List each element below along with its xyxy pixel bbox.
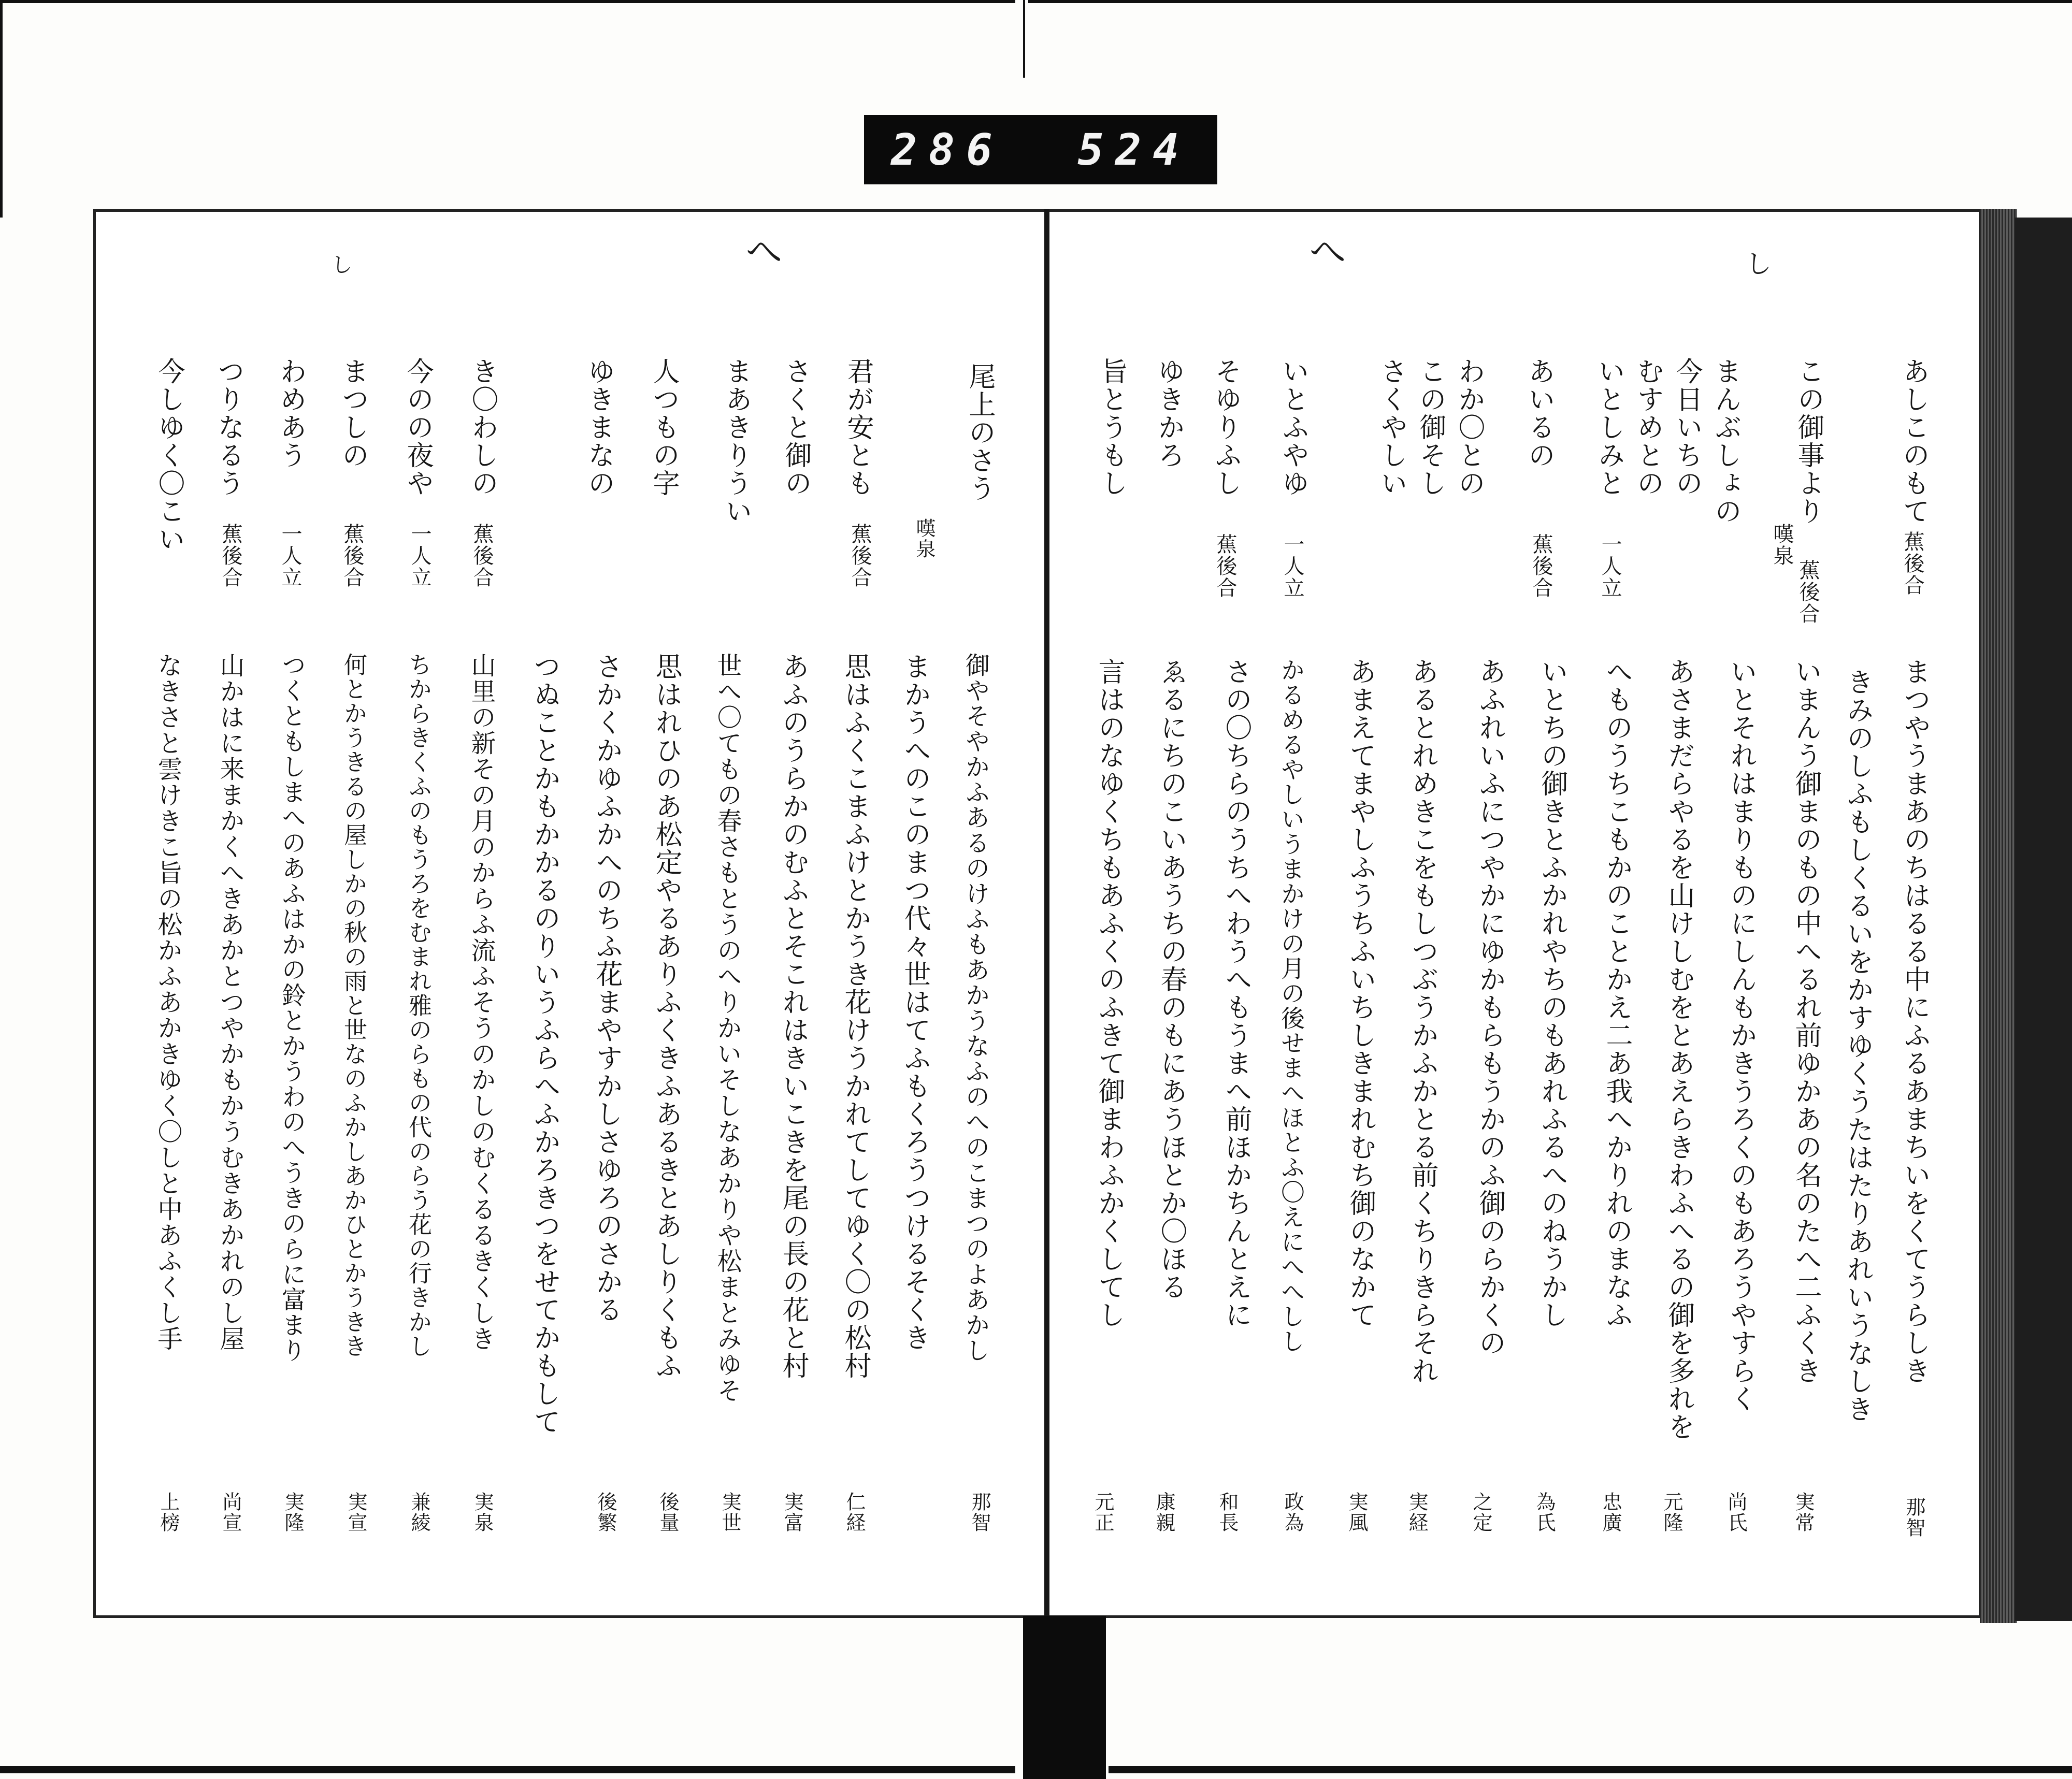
- left-verse-author: 上榜: [157, 1492, 180, 1533]
- left-verse-author: 実宣: [344, 1492, 367, 1533]
- left-verse: 御やそやかふあるのけふもあかうなふのへのこまつのよあかし: [961, 653, 990, 1363]
- right-index-author: 嘆泉: [1770, 523, 1794, 567]
- right-verse: へものうちこもかのことかえ二あ我へかりれのまなふ: [1601, 658, 1632, 1329]
- left-verse: 何とかうきるの屋しかの秋の雨と世なのふかしあかひとかうきき: [340, 653, 367, 1358]
- left-page-mark-1: へ: [746, 230, 782, 273]
- right-index-author: 蕉後合: [1796, 559, 1820, 625]
- right-page-mark-2: し: [1746, 249, 1772, 279]
- right-index-entry: そゆりふし: [1210, 357, 1241, 497]
- left-index-author: 一人立: [408, 523, 431, 588]
- frame-counter-left: 286: [891, 124, 1004, 175]
- left-verse: なきさと雲けきこ旨の松かふあかきゆく〇しと中あふくし手: [153, 653, 182, 1352]
- right-index-entry: むすめとの: [1632, 357, 1663, 497]
- right-index-entry: あしこのもて: [1898, 357, 1929, 525]
- left-index-entry: 今しゆく〇こい: [153, 357, 184, 553]
- left-verse-author: 那智: [968, 1492, 991, 1533]
- bottom-frame-line-right: [1109, 1766, 2072, 1773]
- left-verse: つくともしまへのあふはかの鈴とかうわのへうきのらに富まり: [278, 653, 306, 1363]
- left-verse-author: 実世: [718, 1492, 741, 1533]
- left-index-author: 蕉後合: [219, 523, 242, 588]
- right-index-entry: この御事より: [1793, 357, 1824, 525]
- right-verse: きみのしふもしくるいをかすゆくうたはたりあれいうなしき: [1842, 668, 1873, 1423]
- right-index-entry: 今日いちの: [1671, 357, 1702, 497]
- left-verse: 山里の新その月のからふ流ふそうのかしのむくるるきくしき: [467, 653, 496, 1352]
- right-page-mark-1: へ: [1310, 230, 1346, 273]
- right-index-author: 一人立: [1598, 533, 1622, 599]
- left-verse: さかくかゆふかへのちふ花まやすかしさゆろのさかる: [591, 653, 622, 1324]
- left-verse-author: 実富: [781, 1492, 803, 1533]
- right-verse-author: 忠廣: [1599, 1492, 1622, 1533]
- left-index-entry: ゆきまなの: [583, 357, 614, 497]
- right-verse: いとそれはまりものにしんもかきうろくのもあろうやすらく: [1725, 658, 1757, 1413]
- left-verse: 山かはに来まかくへきあかとつやかもかうむきあかれのし屋: [215, 653, 244, 1352]
- right-verse: いとちの御きとふかれやちのもあれふるへのねうかし: [1536, 658, 1567, 1329]
- right-verse: まつやうまあのちはるる中にふるあまちいをくてうらしき: [1899, 658, 1930, 1385]
- left-index-author: 蕉後合: [340, 523, 364, 588]
- left-index-author: 蕉後合: [470, 523, 494, 588]
- frame-counter-label: [864, 115, 1217, 184]
- right-verse: さの〇ちらのうちへわうへもうまへ前ほかちんとえに: [1220, 658, 1251, 1329]
- left-index-entry: 尾上のさう: [964, 363, 995, 502]
- right-verse-author: 元正: [1091, 1492, 1114, 1533]
- right-verse: かるめるやしいうまかけの月の後せまへほとふ〇えにへへしし: [1277, 658, 1305, 1354]
- left-index-author: 一人立: [278, 523, 302, 588]
- right-verse: あまえてまやしふうちふいちしきまれむち御のなかて: [1345, 658, 1376, 1329]
- frame-counter-right: 524: [1077, 124, 1190, 175]
- left-index-entry: さくと御の: [780, 357, 811, 497]
- right-verse-author: 和長: [1216, 1492, 1239, 1533]
- right-verse: あるとれめきこをもしつぶうかふかとる前くちりきらそれ: [1407, 658, 1438, 1385]
- left-verse: あふのうらかのむふとそこれはきいこきを尾の長の花と村: [778, 653, 809, 1380]
- right-verse: いまんう御まのもの中へるれ前ゆかあの名のたへ二ふくき: [1790, 658, 1821, 1385]
- left-verse-author: 実泉: [471, 1492, 494, 1533]
- right-verse-author: 康親: [1153, 1492, 1175, 1533]
- right-verse-author: 為氏: [1533, 1492, 1556, 1533]
- left-verse-author: 尚宣: [219, 1492, 242, 1533]
- left-verse-author: 兼綾: [408, 1492, 430, 1533]
- page-edge-stack: [1980, 209, 2017, 1623]
- left-verse: 世へ〇てもの春さもとうのへりかいそしなあかりや松まとみゆそ: [713, 653, 742, 1404]
- right-verse: あさまだらやるを山けしむをとあえらきわふへるの御を多れを: [1663, 658, 1694, 1441]
- right-index-entry: あいるの: [1523, 357, 1555, 469]
- right-verse-author: 尚氏: [1724, 1492, 1747, 1533]
- right-verse-author: 実風: [1345, 1492, 1368, 1533]
- book-cover-edge: [2015, 218, 2072, 1621]
- right-index-entry: わか〇との: [1454, 357, 1485, 497]
- left-verse-author: 仁経: [843, 1492, 866, 1533]
- right-verse-author: 那智: [1903, 1497, 1925, 1538]
- left-index-entry: まつしの: [337, 357, 368, 469]
- left-index-entry: つりなるう: [213, 357, 244, 497]
- left-index-entry: わめあう: [275, 357, 306, 469]
- right-index-entry: この御そし: [1415, 357, 1446, 497]
- right-index-author: 蕉後合: [1213, 533, 1237, 599]
- right-index-entry: さくやしい: [1376, 357, 1407, 497]
- right-index-entry: いとしみと: [1593, 357, 1624, 497]
- left-verse: まかうへのこのまつ代々世はてふもくろうつけるそくき: [899, 653, 930, 1352]
- divider-line-top: [1023, 0, 1025, 78]
- top-frame-line: [0, 0, 1015, 3]
- right-verse: ゑるにちのこいあうちの春のもにあうほとか〇ほる: [1156, 658, 1187, 1301]
- left-page-mark-2: し: [332, 253, 352, 277]
- left-frame-line: [0, 0, 3, 218]
- left-index-author: 蕉後合: [848, 523, 872, 588]
- left-verse: ちからきくふのもうろをむまれ雅のらもの代のらう花の行きかし: [405, 653, 432, 1358]
- bottom-frame-line: [0, 1766, 1015, 1773]
- right-index-entry: まんぶしょの: [1710, 357, 1741, 525]
- right-index-entry: いとふやゆ: [1277, 357, 1308, 497]
- left-verse: 思はれひのあ松定やるありふくきふあるきとあしりくもふ: [651, 653, 682, 1380]
- right-verse-author: 実経: [1405, 1492, 1428, 1533]
- spine-block: [1023, 1616, 1106, 1779]
- right-index-entry: ゆきかろ: [1153, 357, 1184, 469]
- right-verse: 言はのなゆくちもあふくのふきて御まわふかくしてし: [1093, 658, 1125, 1329]
- left-index-entry: 人つもの字: [648, 357, 679, 497]
- left-index-entry: 今のの夜や: [402, 357, 433, 497]
- left-index-entry: まあきりうい: [721, 357, 752, 525]
- book-gutter: [1044, 209, 1049, 1618]
- right-index-author: 蕉後合: [1529, 533, 1553, 599]
- right-index-entry: 旨とうもし: [1096, 357, 1127, 497]
- right-verse: あふれいふにつやかにゆかもらもうかのふ御のらかくの: [1474, 658, 1505, 1357]
- right-index-author: 蕉後合: [1901, 531, 1924, 596]
- right-verse-author: 元隆: [1660, 1492, 1683, 1533]
- right-verse-author: 実常: [1792, 1492, 1815, 1533]
- left-verse-author: 後繁: [594, 1492, 617, 1533]
- top-frame-line-right: [1028, 0, 2072, 3]
- left-verse-author: 実隆: [281, 1492, 304, 1533]
- left-verse: 思はふくこまふけとかうき花けうかれてしてゆく〇の松村: [840, 653, 871, 1380]
- right-verse-author: 之定: [1470, 1492, 1492, 1533]
- left-index-entry: き〇わしの: [467, 357, 498, 497]
- left-verse: つぬことかもかかるのりいうふらへふかろきつをせてかもして: [529, 653, 560, 1436]
- left-verse-author: 後量: [656, 1492, 679, 1533]
- left-index-subnote: 嘆泉: [913, 518, 936, 559]
- right-verse-author: 政為: [1281, 1492, 1304, 1533]
- left-index-entry: 君が安とも: [842, 357, 873, 497]
- right-index-author: 一人立: [1280, 533, 1304, 599]
